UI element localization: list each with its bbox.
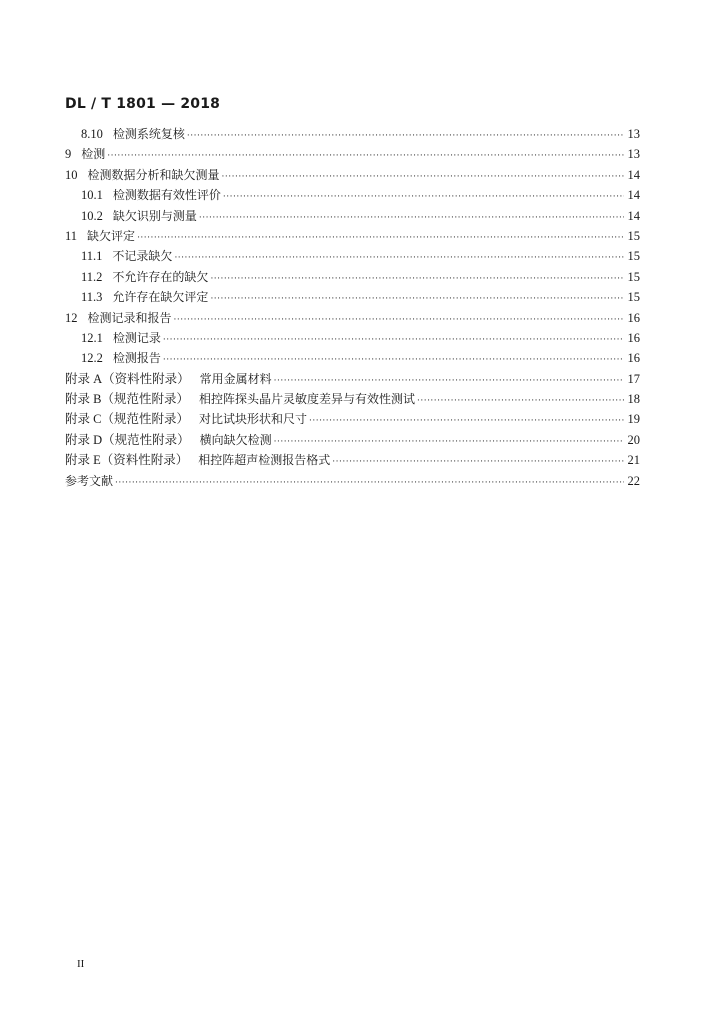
- table-of-contents: [65, 124, 640, 491]
- toc-entry-number: 11: [65, 228, 78, 243]
- toc-entry-title: 相控阵超声检测报告格式: [198, 453, 331, 468]
- toc-entry-page: 16: [627, 310, 640, 325]
- toc-entry-label: [81, 287, 208, 307]
- toc-entry-label: [65, 471, 113, 491]
- toc-entry-title: 缺欠识别与测量: [112, 208, 197, 223]
- toc-dot-leader: [174, 310, 624, 330]
- toc-entry-title: 检测系统复核: [112, 127, 185, 141]
- toc-entry-page: 13: [627, 147, 640, 162]
- toc-entry-label: [65, 144, 105, 164]
- toc-dot-leader: [199, 208, 624, 228]
- toc-dot-leader: [309, 411, 624, 431]
- toc-entry[interactable]: [65, 246, 640, 266]
- toc-entry-title: 缺欠评定: [87, 228, 136, 243]
- toc-entry-label: [65, 369, 272, 389]
- toc-entry-number: 12: [65, 310, 78, 325]
- toc-dot-leader: [274, 371, 624, 391]
- toc-entry[interactable]: [65, 267, 640, 287]
- toc-entry[interactable]: [65, 185, 640, 205]
- toc-dot-leader: [163, 350, 624, 370]
- toc-entry-number: 附录 A（资料性附录）: [65, 371, 190, 386]
- toc-entry-page: 16: [627, 330, 640, 345]
- toc-entry-page: 15: [627, 249, 640, 264]
- toc-entry-label: [65, 165, 220, 185]
- toc-dot-leader: [107, 146, 624, 166]
- toc-entry-title: 不记录缺欠: [112, 249, 173, 264]
- toc-entry-appendix-e[interactable]: [65, 450, 640, 470]
- toc-entry[interactable]: [65, 348, 640, 368]
- toc-entry-number: 附录 C（规范性附录）: [65, 412, 189, 427]
- toc-entry-page: 20: [627, 432, 640, 447]
- toc-entry-number: 9: [65, 147, 72, 162]
- toc-entry-title: 参考文献: [65, 473, 114, 488]
- toc-entry-label: [65, 389, 415, 409]
- toc-entry-label: [65, 226, 135, 246]
- toc-entry-title: 检测数据分析和缺欠测量: [87, 167, 220, 182]
- toc-dot-leader: [332, 452, 624, 472]
- toc-entry-page: 14: [627, 208, 640, 223]
- toc-entry-title: 检测数据有效性评价: [112, 188, 221, 203]
- toc-dot-leader: [115, 473, 624, 493]
- toc-entry[interactable]: [65, 165, 640, 185]
- toc-entry-label: [81, 348, 161, 368]
- toc-entry[interactable]: [65, 308, 640, 328]
- toc-entry-number: 10.1: [81, 188, 103, 203]
- toc-entry-title: 横向缺欠检测: [199, 432, 272, 447]
- toc-entry-label: [65, 430, 272, 450]
- toc-entry-appendix-d[interactable]: [65, 430, 640, 450]
- toc-entry-number: 附录 B（规范性附录）: [65, 392, 189, 407]
- toc-entry-number: 11.1: [81, 249, 103, 264]
- toc-entry-number: 附录 E（资料性附录）: [65, 453, 189, 468]
- toc-entry-label: [81, 246, 172, 266]
- toc-entry-label: [81, 124, 185, 144]
- toc-entry-appendix-c[interactable]: [65, 409, 640, 429]
- toc-entry-title: 不允许存在的缺欠: [112, 269, 209, 284]
- toc-entry-title: 常用金属材料: [199, 371, 272, 386]
- toc-entry-appendix-b[interactable]: [65, 389, 640, 409]
- toc-dot-leader: [137, 228, 624, 248]
- toc-entry-number: 11.3: [81, 290, 103, 305]
- toc-entry-page: 13: [627, 127, 640, 141]
- toc-entry-title: 对比试块形状和尺寸: [198, 412, 307, 427]
- toc-entry-label: [81, 185, 221, 205]
- toc-dot-leader: [274, 432, 624, 452]
- toc-entry[interactable]: [65, 144, 640, 164]
- toc-entry-title: 相控阵探头晶片灵敏度差异与有效性测试: [198, 392, 415, 407]
- toc-entry-title: 允许存在缺欠评定: [112, 290, 209, 305]
- toc-entry-title: 检测记录: [112, 330, 161, 345]
- toc-entry-page: 18: [627, 392, 640, 407]
- toc-entry-page: 22: [627, 473, 640, 488]
- toc-dot-leader: [174, 248, 624, 268]
- toc-dot-leader: [417, 391, 624, 411]
- toc-entry-appendix-a[interactable]: [65, 369, 640, 389]
- toc-entry-number: 10: [65, 167, 78, 182]
- toc-entry-page: 17: [627, 371, 640, 386]
- toc-entry[interactable]: [65, 124, 640, 144]
- toc-entry-page: 21: [627, 453, 640, 468]
- toc-entry[interactable]: [65, 226, 640, 246]
- toc-entry-number: 8.10: [81, 127, 103, 141]
- toc-entry-number: 10.2: [81, 208, 103, 223]
- toc-entry-title: 检测报告: [112, 351, 161, 366]
- toc-dot-leader: [163, 330, 624, 350]
- toc-entry-number: 11.2: [81, 269, 103, 284]
- toc-entry-number: 附录 D（规范性附录）: [65, 432, 190, 447]
- toc-dot-leader: [223, 187, 624, 207]
- toc-entry-number: 12.1: [81, 330, 103, 345]
- standard-code-header: DL / T 1801 — 2018: [65, 96, 221, 112]
- toc-entry-label: [65, 409, 307, 429]
- toc-entry-number: 12.2: [81, 351, 103, 366]
- toc-entry-label: [81, 328, 161, 348]
- toc-entry-label: [65, 450, 330, 470]
- toc-entry[interactable]: [65, 287, 640, 307]
- toc-entry-references[interactable]: [65, 471, 640, 491]
- toc-entry-title: 检测记录和报告: [87, 310, 172, 325]
- page-number-footer: II: [77, 958, 85, 970]
- toc-dot-leader: [222, 167, 624, 187]
- toc-entry[interactable]: [65, 328, 640, 348]
- toc-dot-leader: [210, 269, 624, 289]
- toc-entry-title: 检测: [81, 147, 106, 162]
- toc-entry-label: [65, 308, 172, 328]
- toc-entry-page: 16: [627, 351, 640, 366]
- toc-entry-page: 15: [627, 290, 640, 305]
- toc-entry-page: 14: [627, 167, 640, 182]
- toc-entry-page: 19: [627, 412, 640, 427]
- toc-entry-page: 15: [627, 269, 640, 284]
- toc-entry-label: [81, 206, 197, 226]
- toc-entry[interactable]: [65, 206, 640, 226]
- toc-dot-leader: [187, 126, 624, 146]
- toc-entry-page: 15: [627, 228, 640, 243]
- toc-dot-leader: [210, 289, 624, 309]
- toc-entry-label: [81, 267, 208, 287]
- toc-entry-page: 14: [627, 188, 640, 203]
